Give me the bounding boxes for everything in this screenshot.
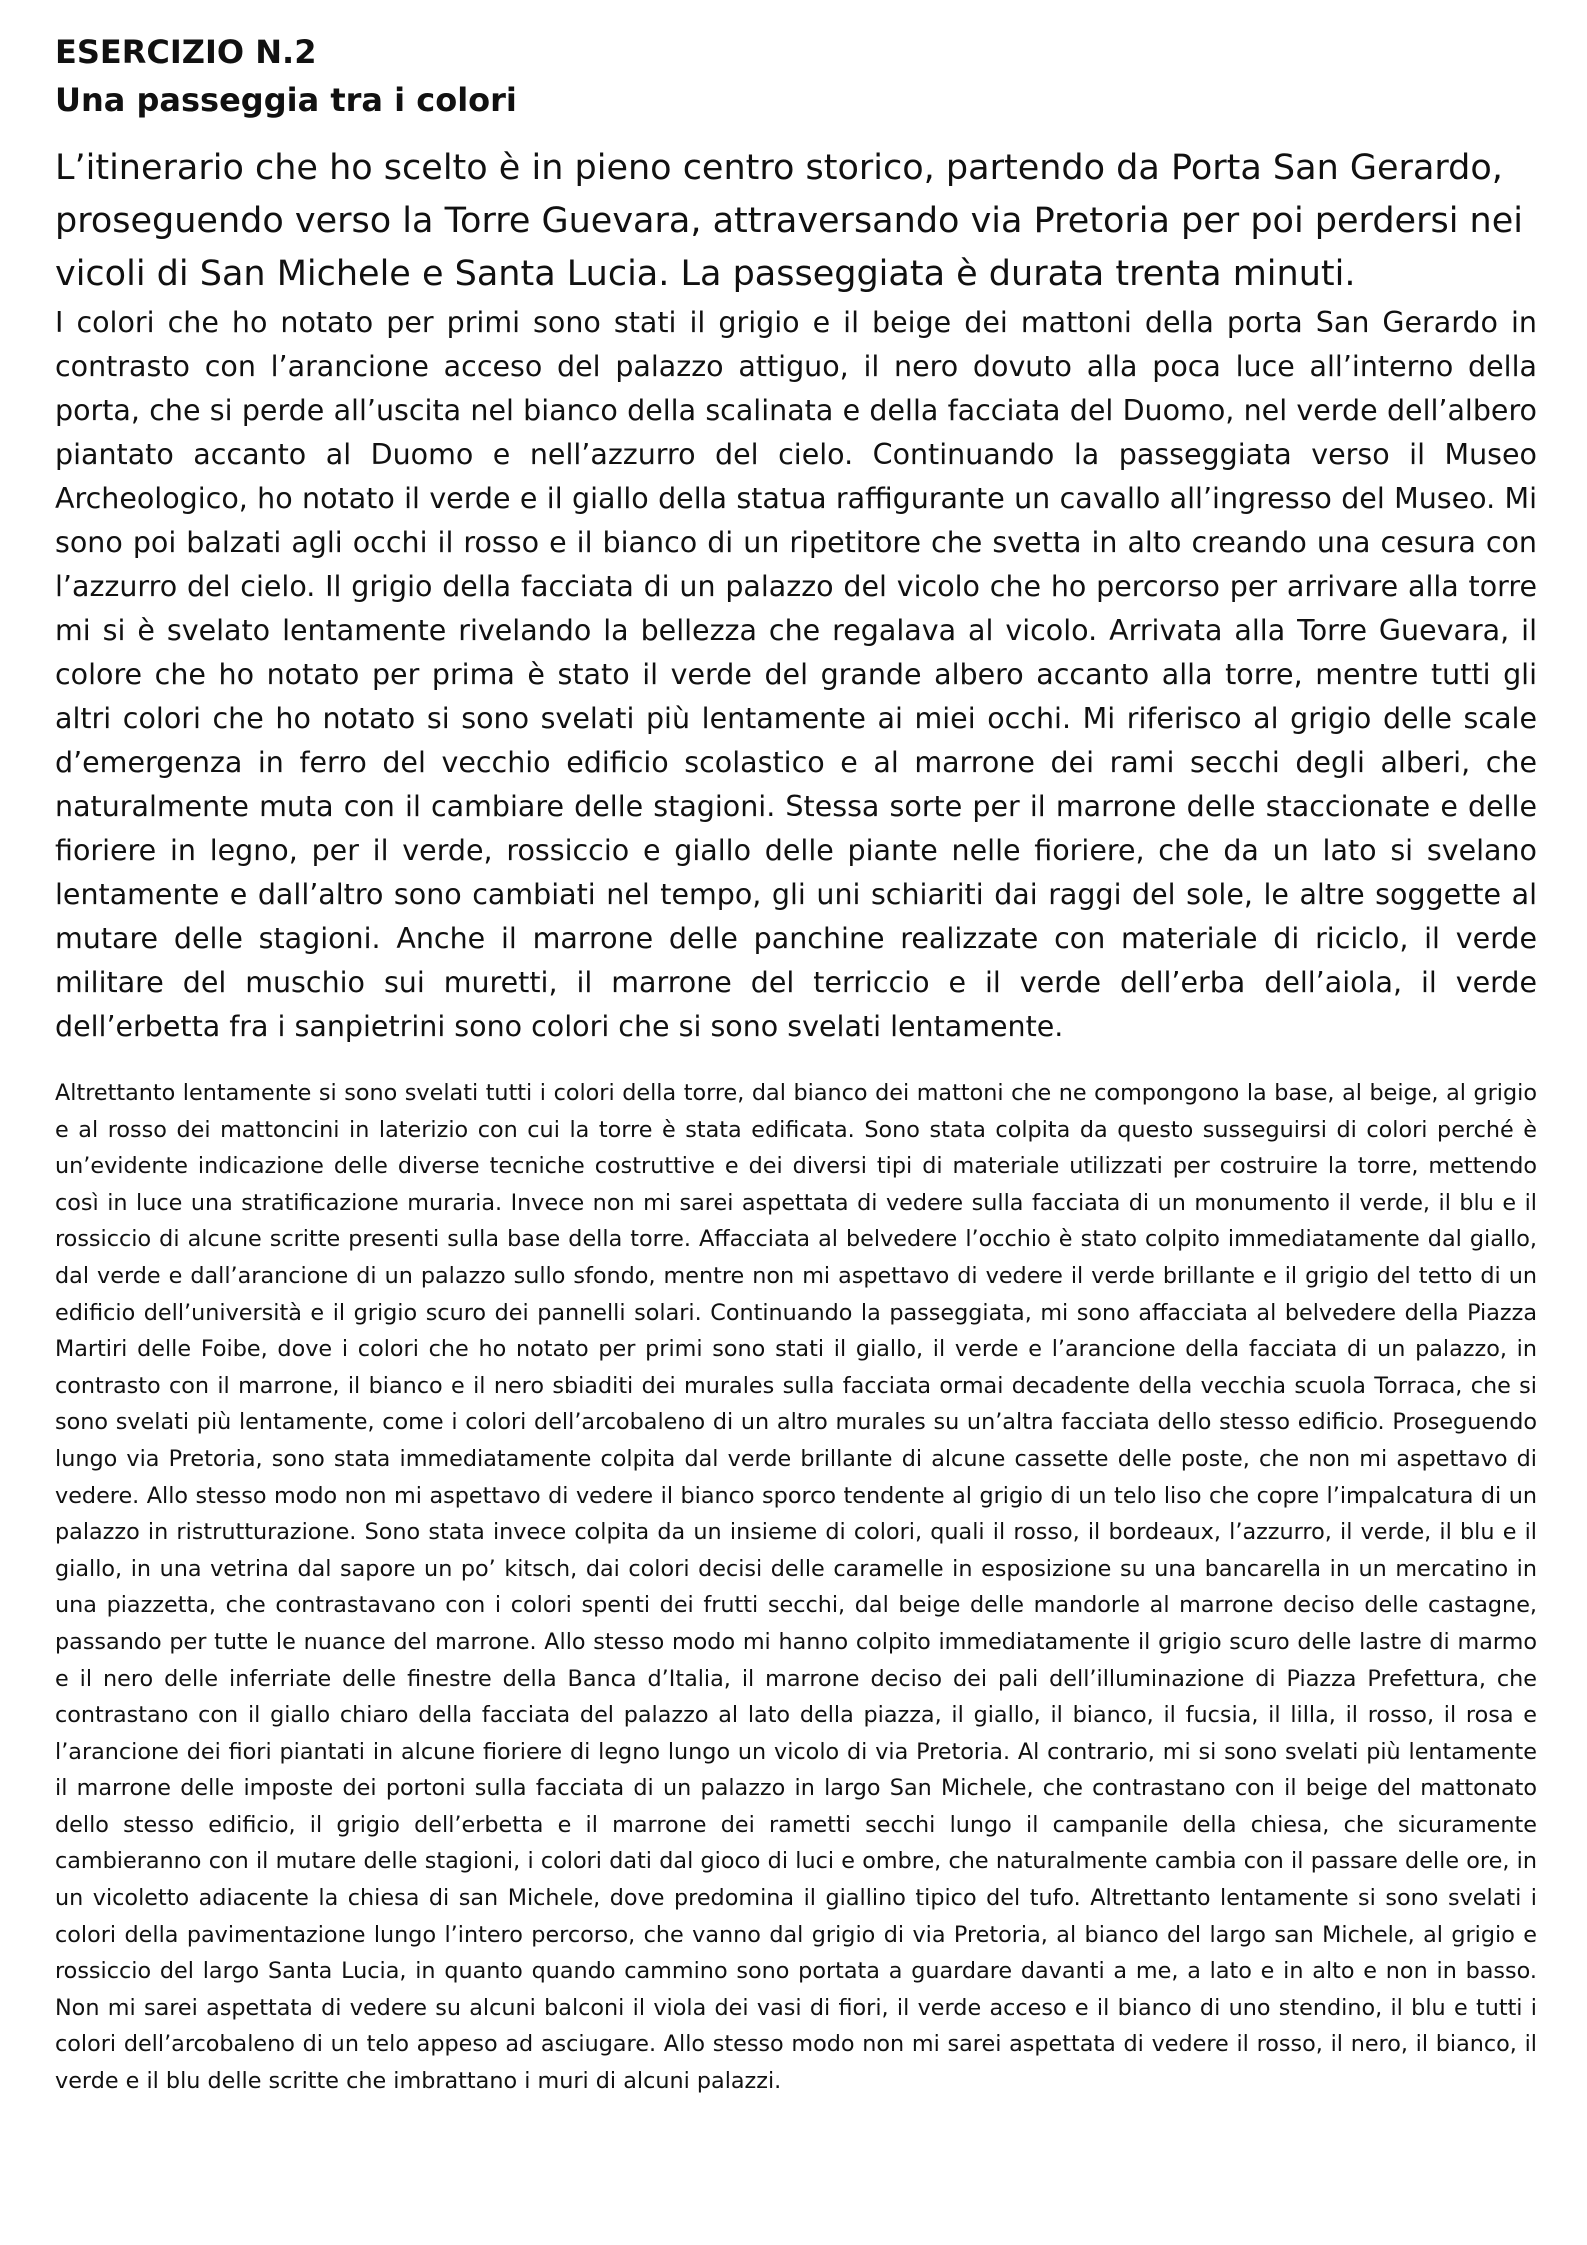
exercise-subtitle: Una passeggia tra i colori [55,81,517,119]
exercise-title: ESERCIZIO N.2 [55,33,317,71]
itinerary-intro: L’itinerario che ho scelto è in pieno centro storico, partendo da Porta San Gerardo, proseguendo verso la Torre Guevara, attraversando via Pretoria per poi perdersi nei vicoli di San Michele e Santa Lucia. La passeggiata è durata trenta minuti. [55,148,1523,294]
document-page [55,28,1537,2100]
body-paragraph-1: I colori che ho notato per primi sono stati il grigio e il beige dei mattoni della porta San Gerardo in contrasto con l’arancione acceso del palazzo attiguo, il nero dovuto alla poca luce all’interno della porta, che si perde all’uscita nel bianco della scalinata e della facciata del Duomo, nel verde dell’albero piantato accanto al Duomo e nell’azzurro del cielo. Continuando la passeggiata verso il Museo Archeologico, ho notato il verde e il giallo della statua raffigurante un cavallo all’ingresso del Museo. Mi sono poi balzati agli occhi il rosso e il bianco di un ripetitore che svetta in alto creando una cesura con l’azzurro del cielo. Il grigio della facciata di un palazzo del vicolo che ho percorso per arrivare alla torre mi si è svelato lentamente rivelando la bellezza che regalava al vicolo. Arrivata alla Torre Guevara, il colore che ho notato per prima è stato il verde del grande albero accanto alla torre, mentre tutti gli altri colori che ho notato si sono svelati più lentamente ai miei occhi. Mi riferisco al grigio delle scale d’emergenza in ferro del vecchio edificio scolastico e al marrone dei rami secchi degli alberi, che naturalmente muta con il cambiare delle stagioni. Stessa sorte per il marrone delle staccionate e delle fioriere in legno, per il verde, rossiccio e giallo delle piante nelle fioriere, che da un lato si svelano lentamente e dall’altro sono cambiati nel tempo, gli uni schiariti dai raggi del sole, le altre soggette al mutare delle stagioni. Anche il marrone delle panchine realizzate con materiale di riciclo, il verde militare del muschio sui muretti, il marrone del terriccio e il verde dell’erba dell’aiola, il verde dell’erbetta fra i sanpietrini sono colori che si sono svelati lentamente. [55,306,1537,1043]
body-paragraph-2: Altrettanto lentamente si sono svelati tutti i colori della torre, dal bianco dei mattoni che ne compongono la base, al beige, al grigio e al rosso dei mattoncini in laterizio con cui la torre è stata edificata. Sono stata colpita da questo susseguirsi di colori perché è un’evidente indicazione delle diverse tecniche costruttive e dei diversi tipi di materiale utilizzati per costruire la torre, mettendo così in luce una stratificazione muraria. Invece non mi sarei aspettata di vedere sulla facciata di un monumento il verde, il blu e il rossiccio di alcune scritte presenti sulla base della torre. Affacciata al belvedere l’occhio è stato colpito immediatamente dal giallo, dal verde e dall’arancione di un palazzo sullo sfondo, mentre non mi aspettavo di vedere il verde brillante e il grigio del tetto di un edificio dell’università e il grigio scuro dei pannelli solari. Continuando la passeggiata, mi sono affacciata al belvedere della Piazza Martiri delle Foibe, dove i colori che ho notato per primi sono stati il giallo, il verde e l’arancione della facciata di un palazzo, in contrasto con il marrone, il bianco e il nero sbiaditi dei murales sulla facciata ormai decadente della vecchia scuola Torraca, che si sono svelati più lentamente, come i colori dell’arcobaleno di un altro murales su un’altra facciata dello stesso edificio. Proseguendo lungo via Pretoria, sono stata immediatamente colpita dal verde brillante di alcune cassette delle poste, che non mi aspettavo di vedere. Allo stesso modo non mi aspettavo di vedere il bianco sporco tendente al grigio di un telo liso che copre l’impalcatura di un palazzo in ristrutturazione. Sono stata invece colpita da un insieme di colori, quali il rosso, il bordeaux, l’azzurro, il verde, il blu e il giallo, in una vetrina dal sapore un po’ kitsch, dai colori decisi delle caramelle in esposizione su una bancarella in un mercatino in una piazzetta, che contrastavano con i colori spenti dei frutti secchi, dal beige delle mandorle al marrone deciso delle castagne, passando per tutte le nuance del marrone. Allo stesso modo mi hanno colpito immediatamente il grigio scuro delle lastre di marmo e il nero delle inferriate delle finestre della Banca d’Italia, il marrone deciso dei pali dell’illuminazione di Piazza Prefettura, che contrastano con il giallo chiaro della facciata del palazzo al lato della piazza, il giallo, il bianco, il fucsia, il lilla, il rosso, il rosa e l’arancione dei fiori piantati in alcune fioriere di legno lungo un vicolo di via Pretoria. Al contrario, mi si sono svelati più lentamente il marrone delle imposte dei portoni sulla facciata di un palazzo in largo San Michele, che contrastano con il beige del mattonato dello stesso edificio, il grigio dell’erbetta e il marrone dei rametti secchi lungo il campanile della chiesa, che sicuramente cambieranno con il mutare delle stagioni, i colori dati dal gioco di luci e ombre, che naturalmente cambia con il passare delle ore, in un vicoletto adiacente la chiesa di san Michele, dove predomina il giallino tipico del tufo. Altrettanto lentamente si sono svelati i colori della pavimentazione lungo l’intero percorso, che vanno dal grigio di via Pretoria, al bianco del largo san Michele, al grigio e rossiccio del largo Santa Lucia, in quanto quando cammino sono portata a guardare davanti a me, a lato e in alto e non in basso. Non mi sarei aspettata di vedere su alcuni balconi il viola dei vasi di fiori, il verde acceso e il bianco di uno stendino, il blu e tutti i colori dell’arcobaleno di un telo appeso ad asciugare. Allo stesso modo non mi sarei aspettata di vedere il rosso, il nero, il bianco, il verde e il blu delle scritte che imbrattano i muri di alcuni palazzi. [55,1080,1537,2095]
